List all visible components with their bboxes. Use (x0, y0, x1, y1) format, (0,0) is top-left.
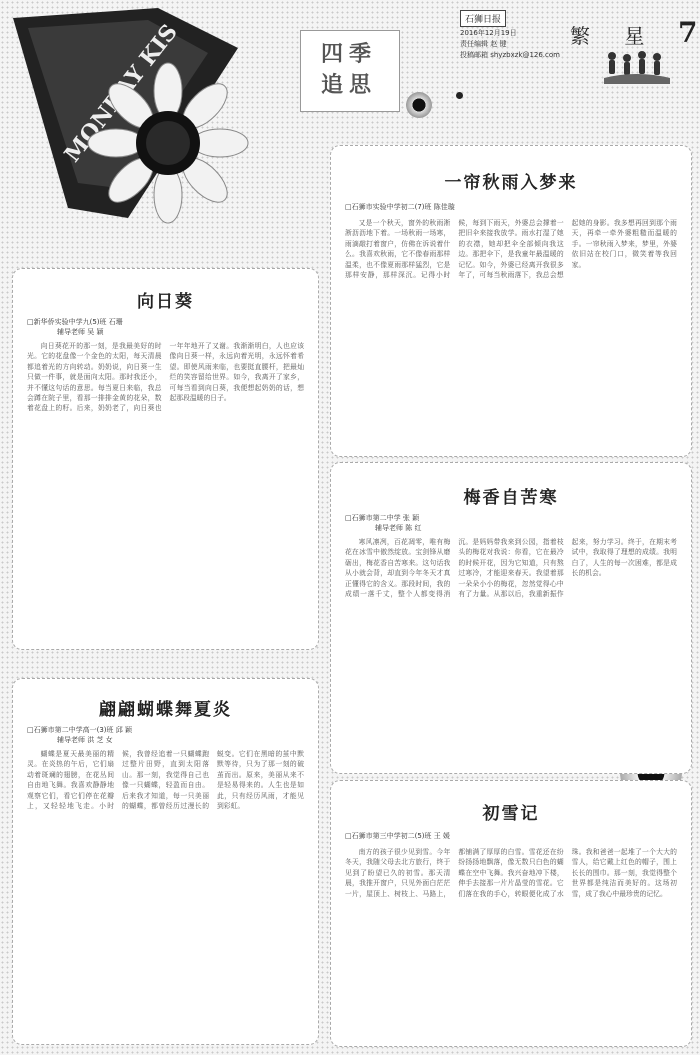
sunflower-bouquet-icon (8, 8, 308, 238)
article-title: 翩翩蝴蝶舞夏炎 (99, 700, 232, 720)
article-paragraph: 寒风凛冽，百花凋零，唯有梅花在冰雪中傲然绽放。宝剑锋从磨砺出，梅花香自苦寒来。这句话我从小就会背，却直到今年冬天才真正懂得它的含义。那段时间，我的成绩一落千丈，整个人都变得消沉。是妈妈带我来到公园，指着枝头的梅花对我说：你看，它在最冷的时候开花，因为它知道，只有熬过寒冷，才能迎来春天。我望着那一朵朵小小的梅花，忽然觉得心中有了力量。从那以后，我重新振作起来，努力学习。终于，在期末考试中，我取得了理想的成绩。我明白了，人生的每一次困难，都是成长的机会。 (345, 538, 677, 599)
byline-line: □石狮市第三中学初二(5)班 王 媛 (345, 832, 450, 840)
email-line: 投稿邮箱 shyzbxzk@126.com (460, 51, 560, 59)
article-plum (330, 462, 692, 774)
article-byline (27, 317, 123, 337)
byline-line: □石狮市实验中学初二(7)班 陈佳璇 (345, 203, 455, 211)
byline-line: 辅导老师 洪 芝 女 (57, 736, 113, 744)
decorative-dot-icon (456, 92, 463, 99)
article-title: 初雪记 (482, 804, 540, 824)
article-byline (345, 513, 421, 533)
article-body (27, 749, 304, 1034)
article-paragraph: 又是一个秋天，窗外的秋雨淅淅沥沥地下着。一场秋雨一场寒，雨滴敲打着窗户，仿佛在诉说着什么。我喜欢秋雨，它不像春雨那样温柔，也不像夏雨那样猛烈，它是那样安静，那样深沉。记得小时候，每到下雨天，外婆总会撑着一把旧伞来接我放学。雨水打湿了她的衣襟，她却把伞全部倾向我这边。那把伞下，是我童年最温暖的记忆。如今，外婆已经离开我很多年了，可每当秋雨落下，我总会想起她的身影。我多想再回到那个雨天，再牵一牵外婆粗糙而温暖的手。一帘秋雨入梦来，梦里，外婆依旧站在校门口，微笑着等我回家。 (345, 219, 677, 280)
theme-title-line-2: 追思 (321, 72, 378, 98)
masthead (420, 6, 698, 92)
article-byline (345, 202, 455, 212)
byline-line: 辅导老师 吴 颖 (57, 328, 104, 336)
article-title: 向日葵 (137, 292, 194, 312)
issue-meta (460, 28, 560, 61)
theme-title-line-1: 四季 (321, 41, 378, 67)
byline-line: □石狮市第二中学高一(3)班 邱 颖 (27, 726, 132, 734)
paper-logo: 石狮日报 (460, 10, 506, 27)
article-byline (345, 831, 450, 841)
byline-line: 辅导老师 陈 红 (375, 524, 422, 532)
page-number: 7 (678, 16, 698, 49)
theme-title (321, 39, 377, 101)
article-first-snow (330, 780, 692, 1047)
article-body (27, 341, 304, 636)
article-sunflower (12, 268, 319, 650)
issue-date: 2016年12月19日 (460, 29, 517, 37)
article-paragraph: 向日葵花开的那一刻，是我最美好的时光。它的花盘像一个金色的太阳，每天清晨都追着光的方向转动。奶奶说，向日葵一生只做一件事，就是面向太阳。那时我还小，并不懂这句话的意思。每当夏日来临，我总会蹲在院子里，看那一排排金黄的花朵，数着花盘上的籽。后来，奶奶老了，向日葵也一年年地开了又谢。我渐渐明白，人也应该像向日葵一样，永远向着光明，永远怀着希望。即使风雨来临，也要挺直腰杆，把最灿烂的笑容留给世界。如今，我离开了家乡，可每当看到向日葵，我便想起奶奶的话，想起那段温暖的日子。 (27, 342, 304, 413)
byline-line: □石狮市第二中学 张 颖 (345, 514, 420, 522)
article-byline (27, 725, 132, 745)
small-sunflower-icon (406, 92, 432, 118)
article-butterfly (12, 678, 319, 1045)
children-figures-icon (602, 48, 672, 86)
article-body (345, 218, 677, 446)
article-title: 梅香自苦寒 (463, 488, 559, 508)
article-paragraph: 南方的孩子很少见到雪。今年冬天，我随父母去北方旅行，终于见到了盼望已久的初雪。那天清晨，我推开窗户，只见外面白茫茫一片，屋顶上、树枝上、马路上，都铺满了厚厚的白雪。雪花还在纷纷扬扬地飘落，像无数只白色的蝴蝶在空中飞舞。我兴奋地冲下楼，伸手去接那一片片晶莹的雪花。它们落在我的手心，转眼便化成了水珠。我和爸爸一起堆了一个大大的雪人，给它戴上红色的帽子，围上长长的围巾。那一刻，我觉得整个世界都是纯洁而美好的。这场初雪，成了我心中最珍贵的记忆。 (345, 848, 677, 898)
article-paragraph: 蝴蝶是夏天最美丽的精灵。在炎热的午后，它们扇动着斑斓的翅膀，在花丛间自由地飞舞。我喜欢静静地观察它们，看它们停在花瓣上，又轻轻地飞走。小时候，我曾经追着一只蝴蝶跑过整片田野，直到太阳落山。那一刻，我觉得自己也像一只蝴蝶，轻盈而自由。后来我才知道，每一只美丽的蝴蝶，都曾经历过漫长的蜕变。它们在黑暗的茧中默默等待，只为了那一刻的破茧而出。原来，美丽从来不是轻易得来的。人生也是如此，只有经历风雨，才能见到彩虹。 (27, 750, 304, 811)
article-body (345, 537, 677, 763)
theme-title-box (300, 30, 400, 112)
bouquet-wrap-text: MONDAY KIS (59, 19, 183, 168)
editor-line: 责任编辑 赵 键 (460, 40, 507, 48)
article-title: 一帘秋雨入梦来 (444, 173, 578, 193)
section-title: 繁 星 (570, 24, 659, 48)
byline-line: □新华侨实验中学九(5)班 石珊 (27, 318, 123, 326)
article-autumn-rain (330, 145, 692, 457)
article-body (345, 847, 677, 1037)
